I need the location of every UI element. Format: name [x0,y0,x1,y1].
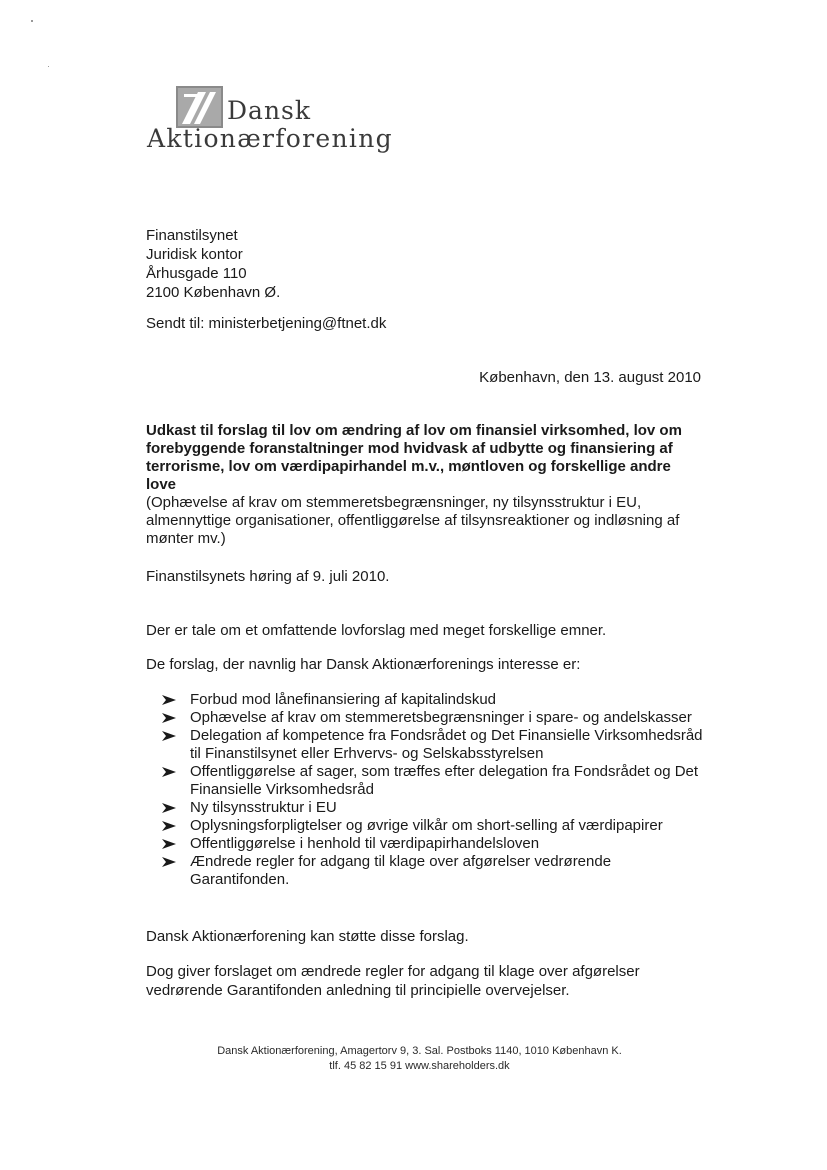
recipient-name: Finanstilsynet [146,227,238,244]
proposal-list [160,691,710,889]
arrow-bullet-icon [162,821,176,831]
arrow-bullet-icon [162,731,176,741]
arrow-bullet-icon [162,767,176,777]
list-item-text: Delegation af kompetence fra Fondsrådet og Det Finansielle Virksomhedsråd til Finanstilsynet eller Erhvervs- og Selskabsstyrelsen [190,727,703,762]
subject-title: Udkast til forslag til lov om ændring af lov om finansiel virksomhed, lov om forebyggende foranstaltninger mod hvidvask af udbytte og finansiering af terrorisme, lov om værdipapirhandel m.v., møntloven og forskellige andre love [146,422,682,493]
list-item [160,709,710,727]
list-item-text: Ophævelse af krav om stemmeretsbegrænsninger i spare- og andelskasser [190,709,692,726]
recipient-city: 2100 København Ø. [146,284,281,301]
subject-note: (Ophævelse af krav om stemmeretsbegrænsninger, ny tilsynsstruktur i EU, almennyttige organisationer, offentliggørelse af tilsynsreaktioner og indløsning af mønter mv.) [146,494,680,547]
arrow-bullet-icon [162,803,176,813]
recipient-address [146,226,280,302]
list-item [160,835,710,853]
logo-mark-icon [176,86,223,128]
hearing-reference: Finanstilsynets høring af 9. juli 2010. [146,568,390,585]
list-item [160,763,710,799]
logo-text-line2: Aktionærforening [147,124,393,153]
support-statement: Dansk Aktionærforening kan støtte disse forslag. [146,928,469,945]
intro-paragraph-2: De forslag, der navnlig har Dansk Aktionærforenings interesse er: [146,656,581,673]
footer-contact: tlf. 45 82 15 91 www.shareholders.dk [329,1060,510,1072]
scan-speck [48,66,49,67]
recipient-department: Juridisk kontor [146,246,243,263]
list-item-text: Forbud mod lånefinansiering af kapitalindskud [190,691,497,708]
letter-date: København, den 13. august 2010 [479,369,701,386]
list-item [160,853,710,889]
intro-paragraph: Der er tale om et omfattende lovforslag med meget forskellige emner. [146,622,607,639]
list-item-text: Ændrede regler for adgang til klage over afgørelser vedrørende Garantifonden. [190,853,612,888]
list-item [160,817,710,835]
arrow-bullet-icon [162,713,176,723]
list-item [160,799,710,817]
list-item-text: Offentliggørelse i henhold til værdipapirhandelsloven [190,835,540,852]
list-item-text: Offentliggørelse af sager, som træffes efter delegation fra Fondsrådet og Det Finansielle Virksomhedsråd [190,763,699,798]
list-item [160,727,710,763]
sent-to-line: Sendt til: ministerbetjening@ftnet.dk [146,315,387,332]
consideration-note: Dog giver forslaget om ændrede regler for adgang til klage over afgørelser vedrørende Garantifonden anledning til principielle overvejelser. [146,963,640,999]
arrow-bullet-icon [162,857,176,867]
footer-address: Dansk Aktionærforening, Amagertorv 9, 3. Sal. Postboks 1140, 1010 København K. [217,1045,622,1057]
recipient-street: Århusgade 110 [146,265,247,282]
list-item-text: Ny tilsynsstruktur i EU [190,799,337,816]
list-item-text: Oplysningsforpligtelser og øvrige vilkår om short-selling af værdipapirer [190,817,663,834]
logo-text-line1: Dansk [227,96,312,125]
arrow-bullet-icon [162,695,176,705]
arrow-bullet-icon [162,839,176,849]
list-item [160,691,710,709]
scan-speck [31,20,33,22]
